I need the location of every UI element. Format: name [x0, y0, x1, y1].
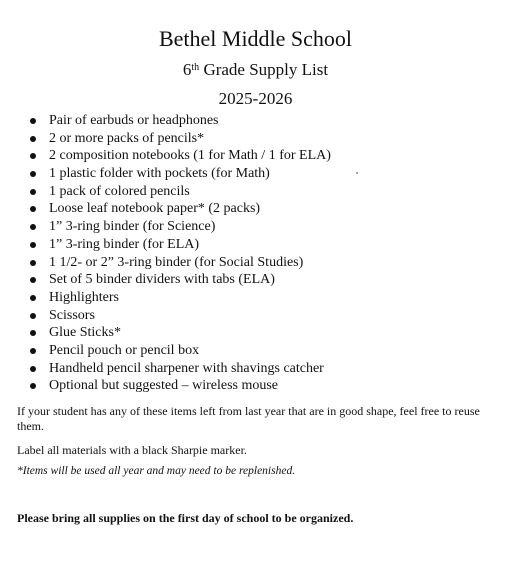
bullet-icon [30, 348, 36, 354]
list-item [30, 289, 500, 307]
bullet-icon [30, 260, 36, 266]
list-item [30, 342, 500, 360]
bullet-icon [30, 330, 36, 336]
bullet-icon [30, 206, 36, 212]
list-item-text: Handheld pencil sharpener with shavings catcher [49, 360, 324, 376]
list-title-text: Grade Supply List [199, 60, 329, 79]
list-item [30, 360, 500, 378]
label-note: Label all materials with a black Sharpie marker. [17, 443, 247, 457]
list-item-text: 2 composition notebooks (1 for Math / 1 for ELA) [49, 148, 331, 164]
bullet-icon [30, 171, 36, 177]
list-item [30, 218, 500, 236]
school-name: Bethel Middle School [158, 26, 353, 51]
list-item [30, 271, 500, 289]
bring-note: Please bring all supplies on the first day of school to be organized. [17, 511, 354, 525]
replenish-note: *Items will be used all year and may need to be replenished. [17, 465, 296, 477]
list-item-text: Optional but suggested – wireless mouse [49, 378, 279, 394]
list-item [30, 324, 500, 342]
supply-list [30, 112, 500, 395]
list-item [30, 112, 500, 130]
list-item-text: Pencil pouch or pencil box [49, 342, 200, 358]
list-item [30, 236, 500, 254]
bullet-icon [30, 366, 36, 372]
bullet-icon [30, 277, 36, 283]
list-item-text: 1” 3-ring binder (for Science) [49, 219, 216, 235]
list-title [0, 59, 511, 81]
list-item-text: Pair of earbuds or headphones [49, 113, 219, 128]
list-item [30, 130, 500, 148]
bullet-icon [30, 295, 36, 301]
list-item-text: Scissors [49, 307, 95, 323]
list-item-text: Loose leaf notebook paper* (2 packs) [49, 201, 261, 217]
list-item-text: Highlighters [49, 289, 119, 305]
scan-speck [356, 172, 358, 174]
list-item [30, 377, 500, 395]
grade-suffix: th [191, 62, 200, 73]
bullet-icon [30, 242, 36, 248]
grade-number: 6 [182, 60, 192, 79]
list-item [30, 200, 500, 218]
bullet-icon [30, 136, 36, 142]
list-item-text: 1 pack of colored pencils [49, 183, 190, 199]
bullet-icon [30, 118, 36, 124]
reuse-note: If your student has any of these items left from last year that are in good shape, feel free to reuse them. [17, 404, 480, 433]
bullet-icon [30, 313, 36, 319]
list-item-text: 1 1/2- or 2” 3-ring binder (for Social Studies) [49, 254, 304, 270]
bullet-icon [30, 224, 36, 230]
bullet-icon [30, 153, 36, 159]
list-item [30, 254, 500, 272]
list-item-text: 1” 3-ring binder (for ELA) [49, 236, 200, 252]
list-item [30, 165, 500, 183]
list-item [30, 307, 500, 325]
bullet-icon [30, 383, 36, 389]
school-year: 2025-2026 [218, 89, 293, 108]
list-item-text: 1 plastic folder with pockets (for Math) [49, 166, 270, 182]
list-item-text: 2 or more packs of pencils* [49, 130, 205, 146]
list-item-text: Set of 5 binder dividers with tabs (ELA) [49, 272, 275, 288]
bullet-icon [30, 189, 36, 195]
list-item-text: Glue Sticks* [49, 325, 121, 341]
list-item [30, 183, 500, 201]
list-item [30, 147, 500, 165]
